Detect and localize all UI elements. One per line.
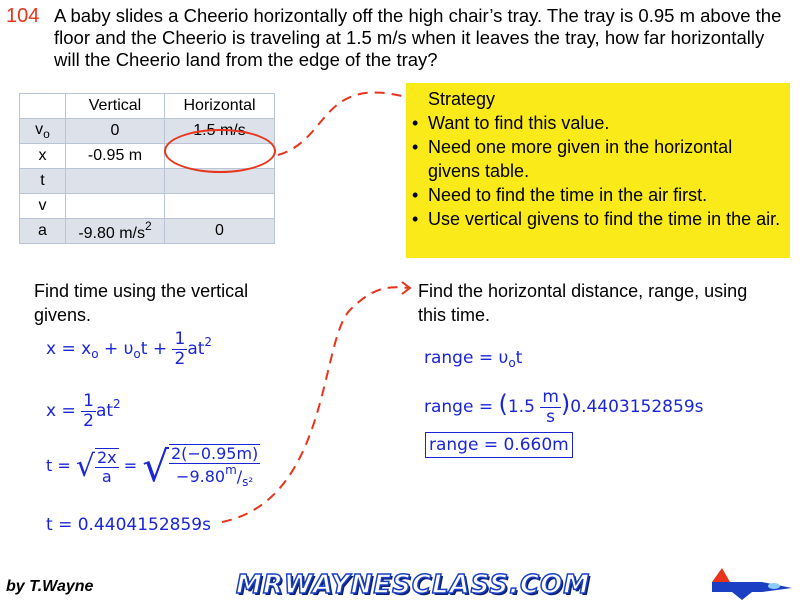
cell-vertical: -0.95 m [66, 144, 165, 169]
row-label: v [20, 194, 66, 219]
row-label: x [20, 144, 66, 169]
range-answer: range = 0.660m [425, 432, 573, 458]
bullet-icon: • [412, 209, 419, 229]
cell-vertical: 0 [66, 119, 165, 144]
sqrt-substituted: $\frac{2(-0.95m)}{-9.80^m/_{s^2}}$ [170, 444, 259, 489]
strategy-title: Strategy [428, 89, 496, 109]
simplified-equation: x = $\frac{1}{2}$ $at^2$ [46, 391, 121, 431]
rocket-logo-icon [712, 568, 792, 600]
bullet-icon: • [412, 113, 419, 133]
range-equation: range = $\upsilon_ot$ [424, 348, 523, 370]
time-value: 0.4403152859s [570, 397, 704, 418]
bullet-icon: • [412, 185, 419, 205]
problem-number: 104 [6, 5, 40, 27]
left-heading: Find time using the vertical givens. [34, 281, 249, 325]
units-fraction: $\frac{m}{s}$ [542, 387, 559, 427]
accel-exponent: 2 [145, 219, 152, 233]
table-header-vertical: Vertical [66, 94, 165, 119]
site-logo: MRWAYNESCLASS.COM [236, 570, 591, 600]
arrow-table-to-strategy [278, 92, 406, 155]
accel-value: -9.80 m/s [78, 225, 145, 242]
problem-text: A baby slides a Cheerio horizontally off the high chair’s tray. The tray is 0.95 m above the floor and the Cheerio is traveling at 1.5 m/s when it leaves the tray, how far horizontally will the Cheerio land from the edge of the tray? [54, 5, 782, 70]
table-header-horizontal: Horizontal [165, 94, 275, 119]
author-credit: by T.Wayne [6, 578, 94, 595]
row-label-vo: $v_o$ [20, 119, 66, 144]
time-solution: t = √ $\frac{2x}{a}$ = √ $\frac{2(-0.95m)}{-9.80^m/_{s^2}}$ [46, 442, 259, 491]
cell-horizontal: 0 [165, 219, 275, 244]
strategy-bullet-text: Use vertical givens to find the time in the air. [428, 209, 781, 229]
sqrt-fraction: $\frac{2x}{a}$ [96, 447, 117, 486]
arrow-time-to-range [222, 287, 408, 522]
half-fraction: $\frac{1}{2}$ [174, 329, 186, 369]
row-label: t [20, 169, 66, 194]
row-label: a [20, 219, 66, 244]
range-substitution: range = (1.5 $\frac{m}{s}$ )0.4403152859s [424, 387, 704, 427]
cell-horizontal: 1.5 m/s [165, 119, 275, 144]
strategy-bullet-text: Want to find this value. [428, 113, 610, 133]
right-heading: Find the horizontal distance, range, using this time. [418, 281, 748, 325]
bullet-icon: • [412, 137, 419, 157]
half-fraction: $\frac{1}{2}$ [83, 391, 94, 431]
kinematic-equation: $x = x_o + \upsilon_ot$ + $\frac{1}{2}$ $at^2$ [46, 329, 213, 369]
time-result: t = 0.4404152859s [46, 515, 211, 535]
strategy-bullet-text: Need to find the time in the air first. [428, 185, 708, 205]
strategy-bullet-text: Need one more given in the horizontal givens table. [428, 137, 733, 181]
